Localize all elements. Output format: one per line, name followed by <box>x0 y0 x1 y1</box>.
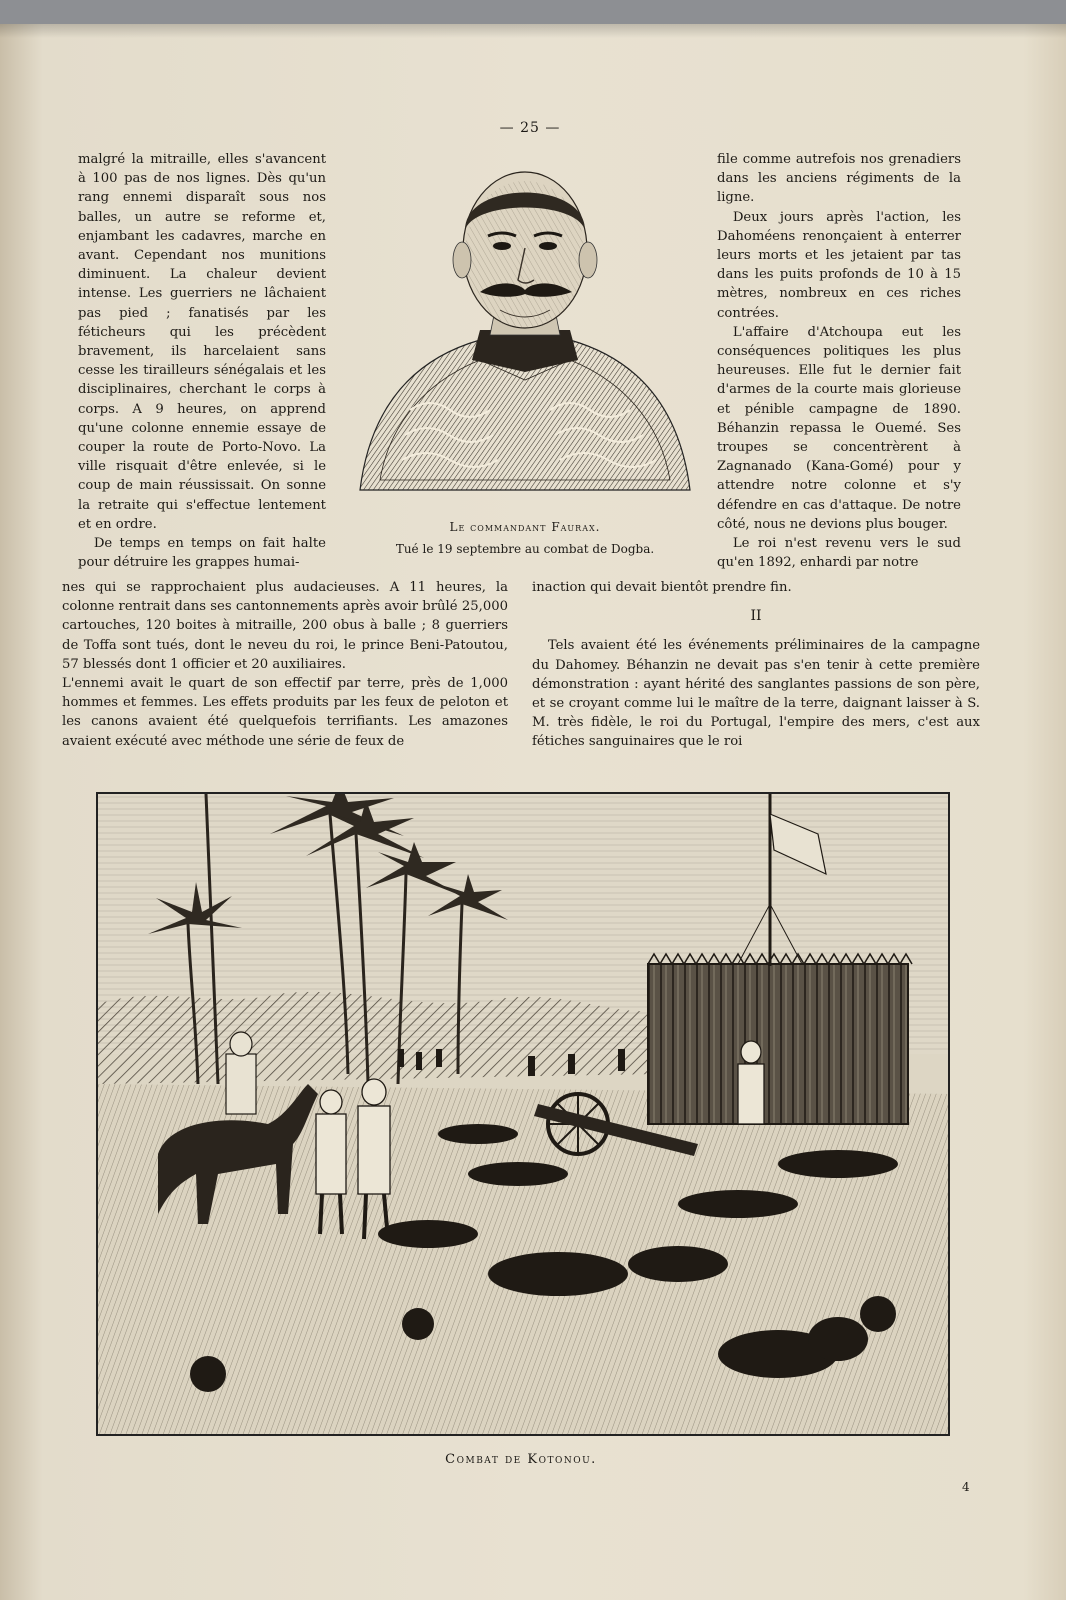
column-left-top <box>78 150 326 572</box>
battle-engraving <box>96 792 950 1436</box>
section-heading: II <box>750 608 762 625</box>
portrait-illustration <box>350 160 700 498</box>
paragraph: L'ennemi avait le quart de son effectif par terre, près de 1,000 hommes et femmes. Les effets produits par les feux de peloton et les canons avaient été quelquefois terrifiants. Les amazones avaient exécuté avec méthode une série de feux de <box>62 676 508 749</box>
paragraph: inaction qui devait bientôt prendre fin. <box>532 580 792 595</box>
page-number: — 25 — <box>499 120 561 136</box>
engraving-caption: Combat de Kotonou. <box>445 1452 597 1467</box>
column-right-top <box>717 150 961 572</box>
paragraph: L'affaire d'Atchoupa eut les conséquences politiques les plus heureuses. Elle fut le dernier fait d'armes de la courte mais glorieuse et pénible campagne de 1890. Béhanzin repassa le Ouemé. Ses troupes se concentrèrent à Zagnanado (Kana-Gomé) pour y attendre notre colonne et s'y défendre en cas d'attaque. De notre côté, nous ne devions plus bouger. <box>717 324 961 532</box>
paragraph: Deux jours après l'action, les Dahoméens renonçaient à enterrer leurs morts et les jetaient par tas dans les puits profonds de 10 à 15 mètres, nombreux en ces riches contrées. <box>717 209 961 321</box>
paragraph: nes qui se rapprochaient plus audacieuses. A 11 heures, la colonne rentrait dans ses cantonnements après avoir brûlé 25,000 cartouches, 120 boites à mitraille, 200 obus à balle ; 8 guerriers de Toffa sont tués, dont le neveu du roi, le prince Beni-Patoutou, 57 blessés dont 1 officier et 20 auxiliaires. <box>62 580 508 672</box>
portrait-caption-text: Tué le 19 septembre au combat de Dogba. <box>395 542 655 556</box>
paragraph: file comme autrefois nos grenadiers dans les anciens régiments de la ligne. <box>717 152 961 206</box>
paragraph: Le roi n'est revenu vers le sud qu'en 1892, enhardi par notre <box>717 536 961 571</box>
paragraph: De temps en temps on fait halte pour détruire les grappes humai- <box>78 536 326 571</box>
column-right-bottom <box>532 578 980 752</box>
column-left-bottom <box>62 578 508 751</box>
portrait-caption-title: Le commandant Faurax. <box>449 520 601 534</box>
paragraph: malgré la mitraille, elles s'avancent à 100 pas de nos lignes. Dès qu'un rang ennemi disparaît sous nos balles, un autre se reforme et, enjambant les cadavres, marche en avant. Cependant nos munitions diminuent. La chaleur devient intense. Les guerriers ne lâchaient pas pied ; fanatisés par les féticheurs qui les précèdent bravement, ils harcelaient sans cesse les tirailleurs sénégalais et les disciplinaires, cherchant le corps à corps. A 9 heures, on apprend qu'une colonne ennemie essaye de couper la route de Porto-Novo. La ville risquait d'être enlevée, si le coup de main réussissait. On sonne la retraite qui s'effectue lentement et en ordre. <box>78 152 326 532</box>
sheet-number: 4 <box>962 1480 970 1494</box>
paragraph: Tels avaient été les événements préliminaires de la campagne du Dahomey. Béhanzin ne devait pas s'en tenir à cette première démonstration : ayant hérité des sanglantes passions de son père, et se croyant comme lui le maître de la terre, daignant laisser à S. M. très fidèle, le roi du Portugal, l'empire des mers, c'est aux fétiches sanguinaires que le roi <box>532 638 980 750</box>
page-edge-shadow <box>0 24 1066 38</box>
